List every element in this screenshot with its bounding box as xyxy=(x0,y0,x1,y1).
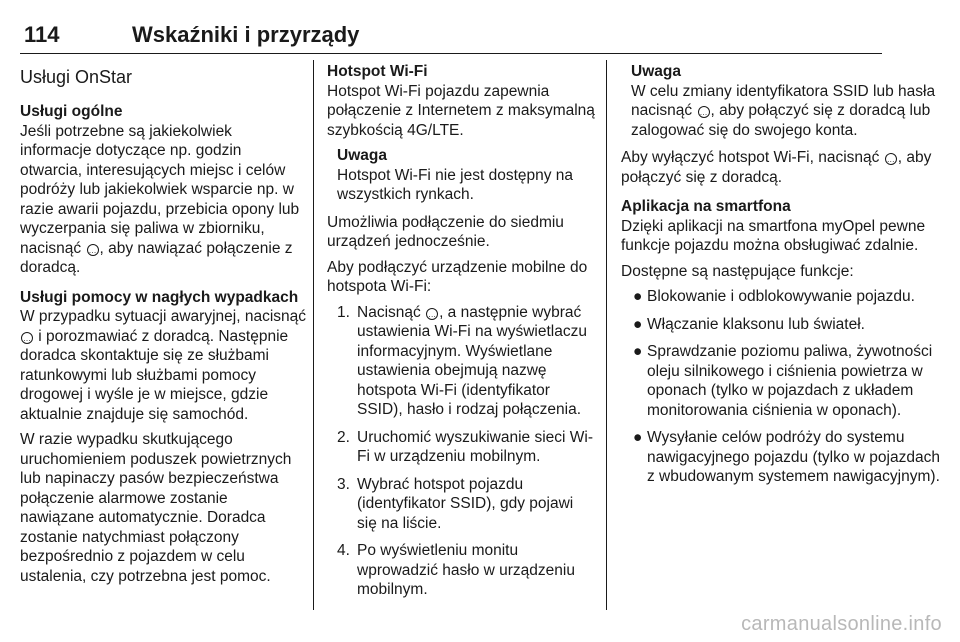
subheading-smartphone-app: Aplikacja na smartfona xyxy=(621,198,791,215)
sos-icon: … xyxy=(23,333,31,343)
wifi-device-limit: Umożliwia podłączenie do siedmiu urządzeń jednocześnie. xyxy=(327,213,564,250)
list-item: ● Sprawdzanie poziomu paliwa, żywotności oleju silnikowego i ciśnienia powietrza w oponach (tylko w pojazdach z układem monitorowania ciśnienia w oponach). xyxy=(633,343,933,419)
wifi-disable-text: Aby wyłączyć hotspot Wi-Fi, nacisnąć … , aby połączyć się z doradcą. xyxy=(621,149,932,186)
onstar-icon: … xyxy=(699,108,708,117)
onstar-icon: … xyxy=(88,245,97,255)
subheading-emergency-services: Usługi pomocy w nagłych wypadkach xyxy=(20,288,299,306)
list-item: 2. Uruchomić wyszukiwanie sieci Wi-Fi w urządzeniu mobilnym. xyxy=(337,428,593,465)
wifi-connect-lead: Aby podłączyć urządzenie mobilne do hotspota Wi-Fi: xyxy=(327,258,588,295)
list-item: ● Wysyłanie celów podróży do systemu nawigacyjnego pojazdu (tylko w pojazdach z wbudowanym systemem nawigacyjnym). xyxy=(633,429,940,485)
column-3 xyxy=(621,62,941,495)
wifi-intro: Hotspot Wi-Fi pojazdu zapewnia połączenie z Internetem z maksymalną szybkością 4G/LTE. xyxy=(327,82,595,139)
subheading-wifi-hotspot: Hotspot Wi-Fi xyxy=(327,63,428,80)
list-item: 1. Nacisnąć … , a następnie wybrać ustawienia Wi-Fi na wyświetlaczu informacyjnym. Wyświetlane ustawienia obejmują nazwę hotspota Wi-Fi (identyfikator SSID), hasło i rodzaj połączenia. xyxy=(337,303,587,418)
section-heading-onstar: Usługi OnStar xyxy=(20,67,133,87)
column-divider-1 xyxy=(313,60,314,610)
app-features-list xyxy=(621,287,941,487)
list-item: ● Włączanie klaksonu lub świateł. xyxy=(633,315,865,333)
app-features-lead: Dostępne są następujące funkcje: xyxy=(621,262,854,280)
subheading-general-services: Usługi ogólne xyxy=(20,103,123,120)
list-item: ● Blokowanie i odblokowywanie pojazdu. xyxy=(633,288,915,305)
page-number: 114 xyxy=(24,22,60,47)
list-item: 3. Wybrać hotspot pojazdu (identyfikator SSID), gdy pojawi się na liście. xyxy=(337,475,574,532)
onstar-icon: … xyxy=(886,155,895,164)
wifi-icon: … xyxy=(428,309,437,319)
page-title: Wskaźniki i przyrządy xyxy=(132,22,360,47)
emergency-text-2: W razie wypadku skutkującego uruchomieniem poduszek powietrznych lub napinaczy pasów bezpieczeństwa połączenie alarmowe zostanie nawiązane automatycznie. Doradca zostanie natychmiast połączony bezpośrednio z pojazdem w celu ustalenia, czy potrzebna jest pomoc. xyxy=(20,431,292,585)
bullet-icon: ● xyxy=(633,343,643,360)
note-title: Uwaga xyxy=(337,147,387,164)
emergency-text-1: W przypadku sytuacji awaryjnej, nacisnąć … i porozmawiać z doradcą. Następnie doradca skontaktuje się ze służbami ratunkowymi lub służbami pomocy drogowej i wyśle je w miejsce, gdzie aktualnie znajduje się samochód. xyxy=(20,308,307,423)
general-services-text: Jeśli potrzebne są jakiekolwiek informacje dotyczące np. godzin otwarcia, interesujących miejsc i celów podróży lub jakiekolwiek wsparcie np. w razie awarii pojazdu, przebicia opony lub wyczerpania się paliwa w zbiorniku, nacisnąć … , aby nawiązać połączenie z doradcą. xyxy=(20,122,300,276)
note-title: Uwaga xyxy=(631,63,681,80)
watermark-text: carmanualsonline.info xyxy=(741,613,942,635)
header-rule xyxy=(20,53,882,54)
bullet-icon: ● xyxy=(633,315,643,333)
wifi-steps-list xyxy=(327,303,595,600)
column-divider-2 xyxy=(606,60,607,610)
page-header xyxy=(20,22,940,56)
bullet-icon: ● xyxy=(633,288,643,305)
note-change-ssid xyxy=(621,62,941,140)
note-text: W celu zmiany identyfikatora SSID lub hasła nacisnąć … , aby połączyć się z doradcą lub zalogować się do swojego konta. xyxy=(631,82,936,139)
app-intro: Dzięki aplikacji na smartfona myOpel pewne funkcje pojazdu można obsługiwać zdalnie. xyxy=(621,217,926,254)
column-1 xyxy=(20,62,306,592)
bullet-icon: ● xyxy=(633,429,643,446)
note-wifi-availability xyxy=(327,146,595,205)
list-item: 4. Po wyświetleniu monitu wprowadzić hasło w urządzeniu mobilnym. xyxy=(337,542,575,598)
column-2 xyxy=(327,62,595,608)
note-text: Hotspot Wi-Fi nie jest dostępny na wszystkich rynkach. xyxy=(337,166,574,203)
